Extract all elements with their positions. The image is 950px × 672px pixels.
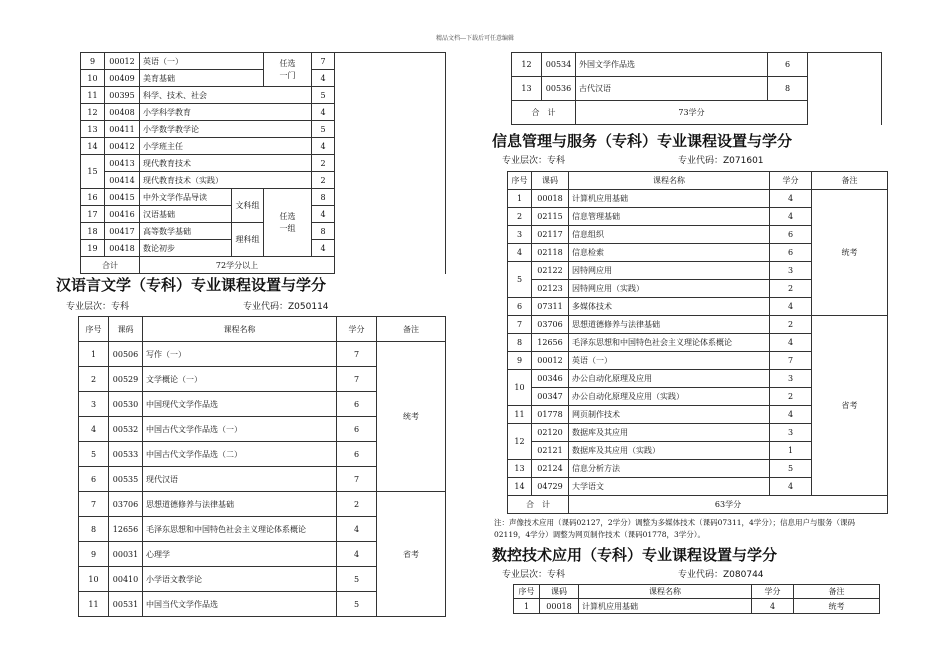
table-row: 3 02117 信息组织 6 [508, 226, 888, 244]
table-row: 16 00415 中外文学作品导读 文科组 任选一组 8 [81, 189, 446, 206]
table-header-row: 序号 课码 课程名称 学分 备注 [79, 317, 446, 342]
cnc-course-table [513, 584, 880, 614]
remark-blank [808, 53, 882, 125]
table-row: 2 02115 信息管理基础 4 [508, 208, 888, 226]
table-row: 3 00530 中国现代文学作品选 6 [79, 392, 446, 417]
table-row: 19 00418 数论初步 4 [81, 240, 446, 257]
note-line: 02119，4学分）调整为网页制作技术（课码01778，3学分）。 [494, 530, 706, 539]
remark-tongkao: 统考 [812, 190, 888, 316]
table-row: 11 01778 网页制作技术 4 [508, 406, 888, 424]
table-row: 18 00417 高等数学基础 理科组 8 [81, 223, 446, 240]
table-row: 8 12656 毛泽东思想和中国特色社会主义理论体系概论 4 [508, 334, 888, 352]
elective-one-label: 任选一门 [264, 53, 312, 87]
section-title: 数控技术应用（专科）专业课程设置与学分 [492, 546, 778, 564]
table-row: 14 04729 大学语文 4 [508, 478, 888, 496]
table-row: 12 00534 外国文学作品选 6 [512, 53, 882, 77]
table-row: 1 00018 计算机应用基础 4 统考 [514, 599, 880, 614]
table-row: 6 07311 多媒体技术 4 [508, 298, 888, 316]
table-row: 6 00535 现代汉语 7 [79, 467, 446, 492]
section-title: 汉语言文学（专科）专业课程设置与学分 [56, 276, 327, 294]
table-row: 1 00506 写作（一） 7 统考 [79, 342, 446, 367]
table-row: 00414 现代教育技术（实践） 2 [81, 172, 446, 189]
total-row: 合 计 73学分 [512, 101, 882, 125]
remark-blank [335, 53, 446, 274]
chinese-literature-course-table [78, 316, 446, 617]
table-row: 13 00536 古代汉语 8 [512, 77, 882, 101]
table-row: 10 00346 办公自动化原理及应用 3 [508, 370, 888, 388]
info-management-course-table [507, 171, 888, 514]
table-row: 15 00413 现代教育技术 2 [81, 155, 446, 172]
table-row: 2 00529 文学概论（一） 7 [79, 367, 446, 392]
table-row: 1 00018 计算机应用基础 4 统考 [508, 190, 888, 208]
section-title: 信息管理与服务（专科）专业课程设置与学分 [492, 132, 793, 150]
table-header-row: 序号 课码 课程名称 学分 备注 [508, 172, 888, 190]
major-level: 专业层次：专科 [502, 156, 566, 166]
group-li-label: 理科组 [232, 223, 264, 257]
major-code: 专业代码：Z071601 [678, 156, 764, 166]
major-level: 专业层次：专科 [502, 570, 566, 580]
group-wen-label: 文科组 [232, 189, 264, 223]
table-row: 5 02122 因特网应用 3 [508, 262, 888, 280]
elective-group-label: 任选一组 [264, 189, 312, 257]
table-row: 17 00416 汉语基础 4 [81, 206, 446, 223]
remark-shengkao: 省考 [812, 316, 888, 496]
table-row: 8 12656 毛泽东思想和中国特色社会主义理论体系概论 4 [79, 517, 446, 542]
note-line: 注：声像技术应用（课码02127，2学分）调整为多媒体技术（课码07311，4学分）；信息用户与服务（课码 [494, 518, 856, 527]
major-code: 专业代码：Z080744 [678, 570, 764, 580]
table-row: 10 00409 美育基础 4 [81, 70, 446, 87]
table-row: 13 02124 信息分析方法 5 [508, 460, 888, 478]
remark-shengkao: 省考 [377, 492, 446, 617]
table-row: 7 03706 思想道德修养与法律基础 2 省考 [79, 492, 446, 517]
table-row: 9 00012 英语（一） 7 [508, 352, 888, 370]
table-row: 9 00031 心理学 4 [79, 542, 446, 567]
page-header: 精品文档---下载后可任意编辑 [435, 35, 515, 42]
major-level: 专业层次：专科 [66, 302, 130, 312]
table-row: 7 03706 思想道德修养与法律基础 2 省考 [508, 316, 888, 334]
table-row: 12 02120 数据库及其应用 3 [508, 424, 888, 442]
table-row: 9 00012 英语（一） 任选一门 7 [81, 53, 446, 70]
adjustment-note [494, 517, 855, 541]
table-row: 4 00532 中国古代文学作品选（一） 6 [79, 417, 446, 442]
table-row: 5 00533 中国古代文学作品选（二） 6 [79, 442, 446, 467]
table-row: 10 00410 小学语文教学论 5 [79, 567, 446, 592]
table-row: 13 00411 小学数学教学论 5 [81, 121, 446, 138]
chinese-literature-continued-table [511, 52, 882, 125]
table-row: 02121 数据库及其应用（实践） 1 [508, 442, 888, 460]
total-row: 合计 72学分以上 [81, 257, 446, 274]
remark-tongkao: 统考 [794, 599, 880, 614]
table-row: 02123 因特网应用（实践） 2 [508, 280, 888, 298]
table-row: 00347 办公自动化原理及应用（实践） 2 [508, 388, 888, 406]
remark-tongkao: 统考 [377, 342, 446, 492]
total-row: 合 计 63学分 [508, 496, 888, 514]
table-row: 14 00412 小学班主任 4 [81, 138, 446, 155]
table-row: 12 00408 小学科学教育 4 [81, 104, 446, 121]
table-row: 4 02118 信息检索 6 [508, 244, 888, 262]
major-code: 专业代码：Z050114 [243, 302, 329, 312]
teaching-course-table [80, 52, 446, 274]
table-header-row: 序号 课码 课程名称 学分 备注 [514, 585, 880, 599]
table-row: 11 00531 中国当代文学作品选 5 [79, 592, 446, 617]
table-row: 11 00395 科学、技术、社会 5 [81, 87, 446, 104]
